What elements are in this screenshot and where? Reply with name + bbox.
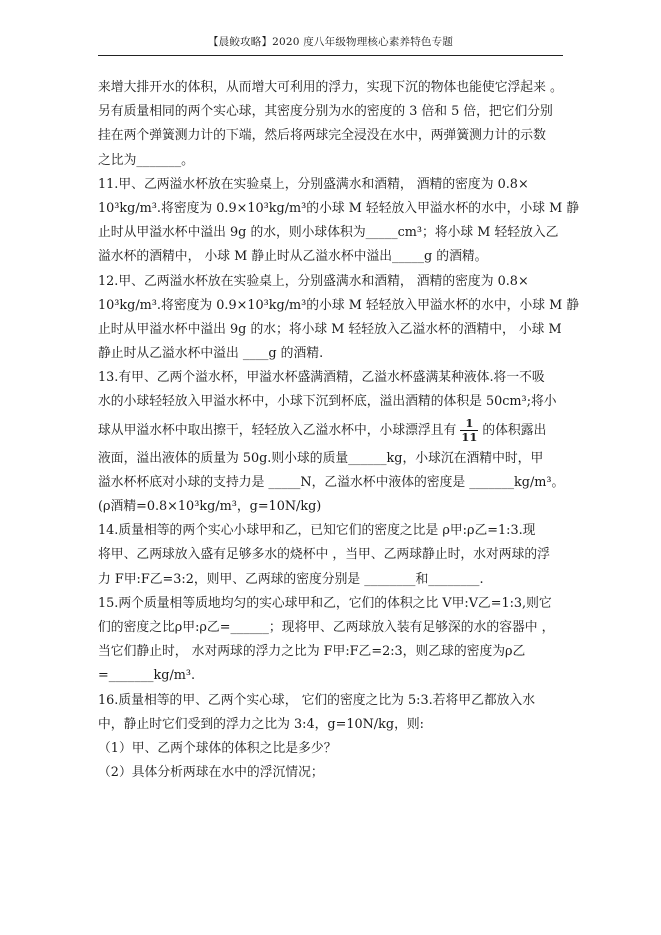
document-body bbox=[98, 76, 580, 785]
text-line: 止时从甲溢水杯中溢出 9g 的水；将小球 M 轻轻放入乙溢水杯的酒精中， 小球 M bbox=[98, 321, 562, 337]
fraction-numerator: 1 bbox=[460, 417, 478, 431]
text-line: 将甲、乙两球放入盛有足够多水的烧杯中 ，当甲、乙两球静止时，水对两球的浮 bbox=[98, 547, 550, 563]
text-line: 中，静止时它们受到的浮力之比为 3:4，g=10N/kg，则: bbox=[98, 716, 424, 732]
text-line: 10³kg/m³.将密度为 0.9×10³kg/m³的小球 M 轻轻放入甲溢水杯的水中，小球 M 静 bbox=[98, 200, 580, 216]
text-line: 之比为_______。 bbox=[98, 152, 194, 168]
sub-question-2: （2）具体分析两球在水中的浮沉情况； bbox=[98, 765, 324, 781]
fraction-text-line bbox=[98, 415, 568, 447]
text-line: 溢水杯的酒精中， 小球 M 静止时从乙溢水杯中溢出_____g 的酒精。 bbox=[98, 249, 488, 265]
fraction-denominator: 11 bbox=[461, 429, 478, 444]
text-line: 10³kg/m³.将密度为 0.9×10³kg/m³的小球 M 轻轻放入甲溢水杯的水中，小球 M 静 bbox=[98, 297, 580, 313]
sub-question-1: （1）甲、乙两个球体的体积之比是多少？ bbox=[98, 740, 337, 756]
text-line: 力 F甲:F乙=3:2，则甲、乙两球的密度分别是 ________和________. bbox=[98, 571, 484, 587]
page-header: 【晨鲛攻略】2020 度八年级物理核心素养特色专题 bbox=[207, 36, 454, 48]
text-line: =_______kg/m³. bbox=[98, 668, 196, 684]
text-line: 静止时从乙溢水杯中溢出 ____g 的酒精. bbox=[98, 346, 324, 362]
text-line: 来增大排开水的体积，从而增大可利用的浮力，实现下沉的物体也能使它浮起来 。 bbox=[98, 80, 563, 95]
question-11: 11.甲、乙两溢水杯放在实验桌上，分别盛满水和酒精， 酒精的密度为 0.8× bbox=[98, 176, 529, 192]
question-13: 13.有甲、乙两个溢水杯，甲溢水杯盛满酒精，乙溢水杯盛满某种液体.将一不吸 bbox=[98, 370, 545, 386]
fraction-line-after: 的体积露出 bbox=[482, 422, 547, 438]
question-12: 12.甲、乙两溢水杯放在实验桌上，分别盛满水和酒精， 酒精的密度为 0.8× bbox=[98, 273, 529, 289]
text-line: 当它们静止时， 水对两球的浮力之比为 F甲:F乙=2:3，则乙球的密度为ρ乙 bbox=[98, 644, 526, 660]
fraction-one-eleventh bbox=[460, 417, 478, 444]
text-line: 溢水杯杯底对小球的支持力是 _____N，乙溢水杯中液体的密度是 _______kg/m³。 bbox=[98, 474, 565, 490]
text-line: (ρ酒精=0.8×10³kg/m³，g=10N/kg) bbox=[98, 499, 322, 514]
text-line: 止时从甲溢水杯中溢出 9g 的水，则小球体积为_____cm³；将小球 M 轻轻放入乙 bbox=[98, 225, 559, 241]
question-14: 14.质量相等的两个实心小球甲和乙，已知它们的密度之比是 ρ甲:ρ乙=1:3.现 bbox=[98, 523, 536, 539]
text-line: 挂在两个弹簧测力计的下端，然后将两球完全浸没在水中，两弹簧测力计的示数 bbox=[98, 128, 546, 144]
header-divider bbox=[98, 55, 563, 56]
fraction-line-before: 球从甲溢水杯中取出擦干，轻轻放入乙溢水杯中，小球漂浮且有 bbox=[98, 422, 457, 438]
question-16: 16.质量相等的甲、乙两个实心球， 它们的密度之比为 5:3.若将甲乙都放入水 bbox=[98, 692, 536, 708]
text-line: 另有质量相同的两个实心球，其密度分别为水的密度的 3 倍和 5 倍，把它们分别 bbox=[98, 104, 553, 120]
question-15: 15.两个质量相等质地均匀的实心球甲和乙，它们的体积之比 V甲:V乙=1:3,则它 bbox=[98, 595, 552, 611]
text-line: 们的密度之比ρ甲:ρ乙=______；现将甲、乙两球放入装有足够深的水的容器中 ， bbox=[98, 619, 555, 635]
text-line: 液面，溢出液体的质量为 50g.则小球的质量______kg，小球沉在酒精中时，甲 bbox=[98, 450, 544, 466]
text-line: 水的小球轻轻放入甲溢水杯中，小球下沉到杯底，溢出酒精的体积是 50cm³;将小 bbox=[98, 394, 557, 410]
